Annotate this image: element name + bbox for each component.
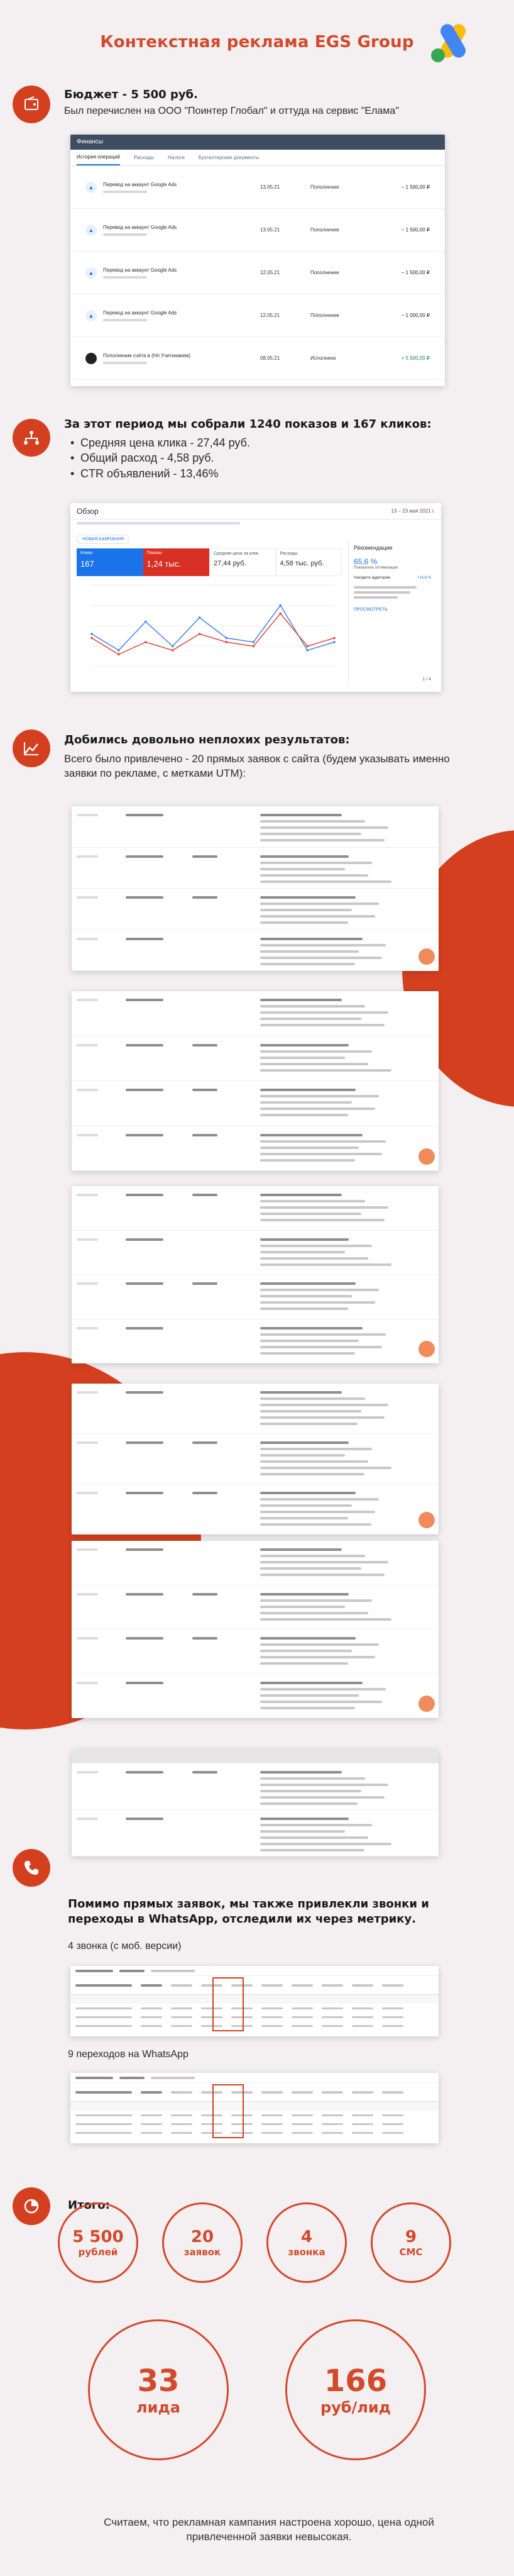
stat-budget-circle [58, 2202, 138, 2283]
results-text: Всего было привлечено - 20 прямых заявок с сайта (будем указывать именно заявки по рекламе, с метками UTM): [64, 753, 450, 779]
stat-calls-circle [266, 2202, 347, 2283]
billing-row-status: Пополнение [310, 270, 339, 275]
stat-value: 9 [405, 2228, 417, 2246]
google-ads-icon: ▲ [85, 225, 97, 236]
billing-row-status: Исполнено [310, 355, 336, 361]
metric-label: Показы [146, 551, 162, 555]
stat-value: 5 500 [72, 2228, 124, 2246]
google-ads-logo-icon [427, 20, 479, 67]
period-bullets [69, 435, 250, 481]
chart-point [118, 649, 120, 652]
chat-widget-icon[interactable] [418, 1696, 435, 1712]
billing-row-date: 13.05.21 [260, 184, 280, 190]
chart-point [279, 613, 282, 615]
results-heading: Добились довольно неплохих результатов: [64, 733, 350, 747]
metric-value: 27,44 руб. [214, 560, 246, 567]
chart-point [172, 649, 174, 652]
metric-card-impressions[interactable] [143, 548, 210, 576]
metrika-calls-screenshot [70, 1966, 439, 2036]
metrika-whatsapp-screenshot [70, 2073, 439, 2143]
rec-score: 65,6 % [354, 557, 378, 566]
billing-tabs [70, 150, 445, 166]
recommendations-panel [348, 541, 436, 687]
page-title: Контекстная реклама EGS Group [100, 33, 414, 52]
billing-row-date: 12.05.21 [260, 270, 280, 275]
stat-label: руб/лид [320, 2399, 391, 2416]
google-ads-icon: ▲ [85, 182, 97, 193]
lead-crm-screenshot [72, 1384, 439, 1535]
pie-chart-icon [13, 2187, 50, 2225]
ads-overview-screenshot [70, 503, 441, 692]
billing-row-amount: − 1 500,00 ₽ [401, 184, 430, 190]
rec-item-label: Находите аудиторию [354, 576, 391, 580]
footer-text: Считаем, что рекламная кампания настроена хорошо, цена одной привлеченной заявки невысокая. [104, 2516, 434, 2543]
chart-point [226, 637, 228, 640]
google-ads-icon: ▲ [85, 267, 97, 279]
phone-calls-caption: 4 звонка (с моб. версии) [68, 1941, 182, 1951]
billing-tab[interactable]: Налоги [168, 155, 185, 160]
whatsapp-caption: 9 переходов на WhatsApp [68, 2049, 189, 2060]
billing-tab[interactable]: Бухгалтерские документы [198, 155, 260, 160]
chart-point [306, 645, 309, 648]
billing-row[interactable] [70, 166, 445, 209]
billing-row[interactable] [70, 337, 445, 380]
overview-title: Обзор [77, 506, 99, 516]
metric-label: Расходы [280, 552, 298, 556]
chart-point [172, 645, 174, 648]
stat-sms-circle [371, 2202, 451, 2283]
rec-item-value: +14,6 % [417, 576, 431, 580]
billing-row-date: 08.05.21 [260, 355, 280, 361]
stat-value: 20 [190, 2228, 214, 2246]
chart-point [90, 633, 93, 635]
google-ads-icon: ▲ [85, 310, 97, 321]
chart-point [306, 649, 309, 652]
chart-point [333, 641, 336, 643]
billing-list [70, 166, 445, 380]
lead-crm-screenshot [72, 1186, 439, 1363]
chart-point [226, 641, 228, 643]
chart-point [333, 637, 336, 640]
rec-item[interactable] [354, 576, 431, 580]
billing-tab[interactable]: Расходы [133, 155, 155, 160]
chart-series-line-0 [92, 606, 334, 651]
metric-value: 4,58 тыс. руб. [280, 560, 324, 567]
billing-row-date: 12.05.21 [260, 313, 280, 318]
stat-value: 4 [300, 2228, 313, 2246]
billing-row-title: Перевод на аккаунт Google Ads [103, 224, 177, 230]
rec-title: Рекомендации [354, 545, 393, 551]
chart-point [118, 653, 120, 656]
billing-row-status: Пополнение [310, 184, 339, 190]
chat-widget-icon[interactable] [418, 1148, 435, 1165]
lead-crm-screenshot [72, 991, 439, 1171]
billing-row-amount: − 1 500,00 ₽ [401, 227, 430, 233]
billing-row[interactable] [70, 294, 445, 337]
metric-cards [77, 548, 342, 576]
metric-label: Клики [80, 551, 93, 555]
chart-point [145, 621, 147, 623]
stat-label: заявок [183, 2246, 221, 2258]
rec-view-link[interactable]: ПРОСМОТРЕТЬ [354, 608, 388, 612]
network-icon [13, 419, 50, 457]
phone-icon [13, 1849, 50, 1887]
chart-trend-icon [13, 730, 50, 767]
chart-point [279, 604, 282, 607]
billing-row[interactable] [70, 252, 445, 294]
wallet-icon [13, 86, 50, 123]
chart-point [253, 645, 255, 648]
stat-requests-circle [162, 2202, 243, 2283]
rec-score-label: Показатель оптимизации [354, 566, 398, 570]
overview-date-range[interactable]: 13 – 23 мая 2021 г. [391, 508, 435, 514]
lead-crm-screenshot [72, 1541, 439, 1718]
billing-row-title: Перевод на аккаунт Google Ads [103, 181, 177, 187]
calls-heading: Помимо прямых заявок, мы также привлекли звонки и переходы в WhatsApp, отследили их через метрику. [68, 1897, 429, 1926]
stat-cost-per-lead-circle [285, 2319, 426, 2460]
chart-point [90, 637, 93, 640]
period-heading: За этот период мы собрали 1240 показов и 167 кликов: [64, 418, 432, 431]
billing-row-title: Перевод на аккаунт Google Ads [103, 309, 177, 316]
stat-label: рублей [78, 2246, 118, 2258]
chat-widget-icon[interactable] [418, 1512, 435, 1528]
budget-heading: Бюджет - 5 500 руб. [64, 88, 198, 101]
metric-value: 167 [80, 559, 94, 569]
chart-point [145, 641, 147, 643]
billing-row-amount: − 1 000,00 ₽ [401, 313, 430, 318]
billing-row-date: 13.05.21 [260, 227, 280, 233]
chat-widget-icon[interactable] [418, 948, 435, 965]
chart-point [253, 641, 255, 643]
stat-label: лида [136, 2399, 180, 2416]
stat-label: звонка [288, 2246, 325, 2258]
metric-value: 1,24 тыс. [146, 559, 181, 569]
total-heading: Итого: [68, 2199, 110, 2212]
stat-label: СМС [399, 2246, 423, 2258]
billing-title: Финансы [70, 135, 445, 150]
billing-row-amount: − 1 500,00 ₽ [401, 270, 430, 275]
billing-row-title: Пополнение счёта в (Нп Учитинакем) [103, 352, 191, 358]
deposit-icon [85, 353, 97, 364]
bullet-cpc: • Средняя цена клика - 27,44 руб. [69, 435, 250, 450]
billing-row-status: Пополнение [310, 227, 339, 233]
chart-point [199, 616, 201, 619]
chart-point [199, 633, 201, 635]
rec-pager[interactable]: 1 / 4 [422, 677, 431, 682]
budget-text: Был перечислен на ООО "Поинтер Глобал" и оттуда на сервис "Елама" [64, 106, 399, 116]
billing-row-amount: + 5 500,00 ₽ [401, 355, 430, 361]
stat-value: 166 [324, 2363, 388, 2399]
stat-leads-circle [88, 2319, 229, 2460]
lead-crm-screenshot [72, 806, 439, 971]
metric-card-cpc[interactable] [209, 548, 276, 576]
new-campaign-button[interactable]: НОВАЯ КАМПАНИЯ [77, 535, 129, 544]
metric-card-clicks[interactable] [77, 548, 143, 576]
bullet-spend: • Общий расход - 4,58 руб. [69, 450, 250, 465]
billing-row-title: Перевод на аккаунт Google Ads [103, 267, 177, 273]
billing-row[interactable] [70, 209, 445, 252]
billing-screenshot [70, 135, 445, 386]
metric-card-cost[interactable] [276, 548, 342, 576]
billing-tab[interactable]: История операций [77, 150, 120, 165]
lead-crm-screenshot [72, 1750, 439, 1857]
performance-line-chart [79, 579, 341, 679]
bullet-ctr: • CTR объявлений - 13,46% [69, 466, 250, 481]
metric-label: Средняя цена за клик [214, 552, 258, 556]
stat-value: 33 [137, 2363, 180, 2399]
chat-widget-icon[interactable] [418, 1341, 435, 1357]
billing-row-status: Пополнение [310, 313, 339, 318]
